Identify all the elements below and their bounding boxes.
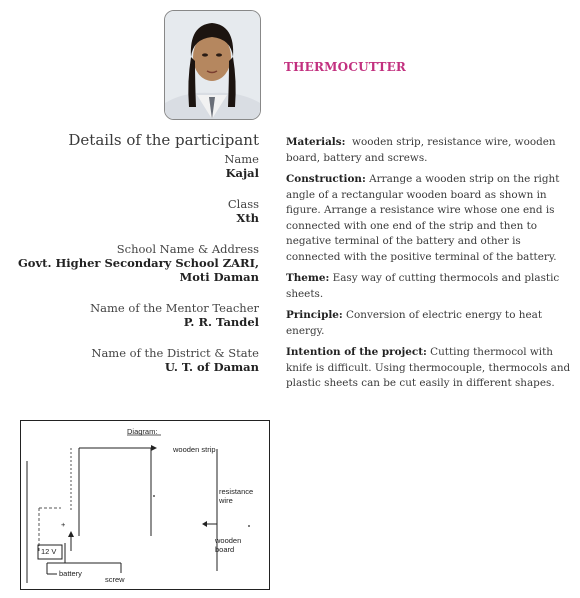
- materials-label: Materials:: [286, 136, 346, 148]
- school-line1: Govt. Higher Secondary School ZARI,: [17, 256, 259, 270]
- label-battery: battery: [59, 569, 82, 578]
- class-value: Xth: [236, 211, 259, 225]
- principle-label: Principle:: [286, 309, 343, 321]
- theme-label: Theme:: [286, 272, 330, 284]
- class-label: Class: [227, 197, 259, 211]
- intention-paragraph: [286, 345, 572, 392]
- participant-details: [9, 131, 259, 374]
- materials-text: wooden strip, resistance wire, wooden board, battery and screws.: [286, 136, 556, 164]
- construction-label: Construction:: [286, 173, 366, 185]
- participant-heading: Details of the participant: [68, 131, 259, 149]
- construction-paragraph: [286, 172, 572, 265]
- label-board: board: [215, 545, 235, 554]
- name-value: Kajal: [225, 166, 259, 180]
- thermocutter-diagram: [20, 420, 270, 590]
- principle-text: Conversion of electric energy to heat energy.: [286, 309, 542, 337]
- district-value: U. T. of Daman: [164, 360, 259, 374]
- school-line2: Moti Daman: [179, 270, 259, 284]
- mentor-value: P. R. Tandel: [183, 315, 259, 329]
- label-wooden: wooden: [215, 536, 242, 545]
- label-wooden-strip: wooden strip: [173, 445, 216, 454]
- project-details: [286, 135, 572, 398]
- principle-paragraph: [286, 308, 572, 339]
- intention-text: Cutting thermocol with knife is difficult. Using thermocouple, thermocols and plastic sheets can be cut easily in different shapes.: [286, 346, 571, 389]
- project-title: THERMOCUTTER: [284, 60, 407, 74]
- label-wire: wire: [219, 496, 233, 505]
- intention-label: Intention of the project:: [286, 346, 427, 358]
- diagram-drawing: [21, 421, 269, 589]
- label-plus: +: [61, 520, 66, 529]
- construction-text: Arrange a wooden strip on the right angle of a rectangular wooden board as shown in figure. Arrange a resistance wire whose one end is connected with one end of the strip and then to negative terminal of the battery and other is connected with the positive terminal of the battery.: [286, 173, 560, 263]
- participant-photo: [164, 10, 261, 120]
- label-screw: screw: [105, 575, 125, 584]
- name-label: Name: [224, 152, 259, 166]
- diagram-title: Diagram:: [127, 427, 158, 436]
- label-resistance: resistance: [219, 487, 254, 496]
- materials-paragraph: [286, 135, 572, 166]
- school-label: School Name & Address: [116, 242, 259, 256]
- label-voltage: 12 V: [41, 547, 57, 556]
- theme-text: Easy way of cutting thermocols and plastic sheets.: [286, 272, 560, 300]
- district-label: Name of the District & State: [91, 346, 259, 360]
- mentor-label: Name of the Mentor Teacher: [90, 301, 259, 315]
- theme-paragraph: [286, 271, 572, 302]
